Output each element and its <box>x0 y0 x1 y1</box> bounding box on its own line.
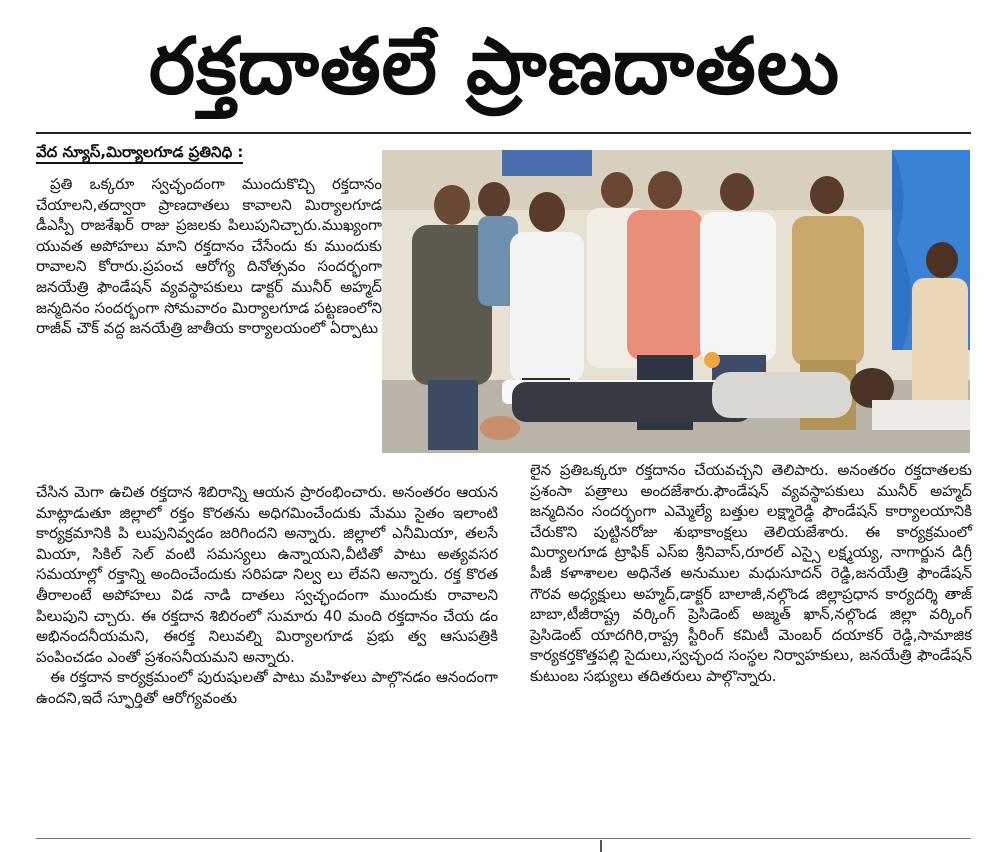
headline-rule <box>36 132 971 134</box>
article-paragraph: ప్రతి ఒక్కరూ స్వచ్ఛందంగా ముందుకొచ్చి రక్తదానం చేయాలని,తద్వారా ప్రాణదాతలు కావాలని మిర్యాలగూడ డీఎస్పీ రాజశేఖర్ రాజు ప్రజలకు పిలుపునిచ్చారు.ముఖ్యంగా యువత అపోహలు మాని రక్తదానం చేసేందు కు ముందుకు రావాలని కోరారు.ప్రపంచ ఆరోగ్య దినోత్సవం సందర్భంగా జనయేత్రి ఫౌండేషన్ వ్యవస్థాపకులు డాక్టర్ మునీర్ అహ్మద్ జన్మదినం సందర్భంగా సోమవారం మిర్యాలగూడ పట్టణంలోని రాజీవ్ చౌక్ వద్ద జనయేత్రి జాతీయ కార్యాలయంలో ఏర్పాటు <box>36 175 382 338</box>
article-bottom-left-column <box>36 482 498 709</box>
article-right-column <box>530 460 972 687</box>
blood-donation-camp-photo <box>382 150 970 453</box>
news-photo <box>382 150 970 453</box>
article-left-column <box>36 174 382 339</box>
article-paragraph: లైన ప్రతిఒక్కరూ రక్తదానం చేయవచ్చని తెలిపారు. అనంతరం రక్తదాతలకు ప్రశంసా పత్రాలు అందజేశారు.ఫౌండేషన్ వ్యవస్థాపకులు మునీర్ అహ్మద్ జన్మదినం సందర్భంగా ఎమ్మెల్యే బత్తుల లక్ష్మారెడ్డి ఫౌండేషన్ కార్యాలయానికి చేరుకొని పుట్టినరోజు శుభాకాంక్షలు తెలియజేశారు. ఈ కార్యక్రమంలో మిర్యాలగూడ ట్రాఫిక్ ఎస్ఐ శ్రీనివాస్,రూరల్ ఎస్సై లక్ష్మయ్య, నాగార్జున డిగ్రీ పీజీ కళాశాలల అధినేత అనుముల మధుసూదన్ రెడ్డి,జనయేత్రి ఫౌండేషన్ గౌరవ అధ్యక్షులు అహ్మద్,డాక్టర్ బాలాజీ,నల్గొండ జిల్లాప్రధాన కార్యదర్శి తాజ్ బాబా,టీజీరాష్ట్ర వర్కింగ్ ప్రెసిడెంట్ అజ్మత్ ఖాన్,నల్గొండ జిల్లా వర్కింగ్ ప్రెసిడెంట్ యాదగిరి,రాష్ట్ర స్టీరింగ్ కమిటీ మెంబర్ దయాకర్ రెడ్డి,సామాజిక కార్యకర్తకొత్తపల్లి సైదులు,స్వచ్ఛంద సంస్థల నిర్వాహకులు, జనయేత్రి ఫౌండేషన్ కుటుంబ సభ్యులు తదితరులు పాల్గొన్నారు. <box>530 461 972 685</box>
bottom-rule <box>36 838 971 839</box>
column-divider <box>600 840 602 852</box>
headline: రక్తదాతలే ప్రాణదాతలు <box>148 22 841 112</box>
article-paragraph: చేసిన మెగా ఉచిత రక్తదాన శిబిరాన్ని ఆయన ప్రారంభించారు. అనంతరం ఆయన మాట్లాడుతూ జిల్లాలో రక్తం కొరతను అధిగమించేందుకు మేము సైతం ఇలాంటి కార్యక్రమానికి పి లుపునివ్వడం జరిగిందని అన్నారు. జిల్లాలో ఎనీమియా, తలసే మియా, సికిల్ సెల్ వంటి సమస్యలు ఉన్నాయని,వీటితో పాటు అత్యవసర సమయాల్లో రక్తాన్ని అందించేందుకు సరిపడా నిల్వ లు లేవని అన్నారు. రక్త కొరత తీరాలంటే అపోహలు విడ నాడి దాతలు స్వచ్ఛందంగా ముందుకు రావాలని పిలుపుని చ్చారు. ఈ రక్తదాన శిబిరంలో సుమారు 40 మంది రక్తదానం చేయ డం అభినందనీయమని, ఈరక్త నిలువల్ని మిర్యాలగూడ ప్రభు త్వ ఆసుపత్రికి పంపించడం ఎంతో ప్రశంసనీయమని అన్నారు. <box>36 483 498 666</box>
dateline: వేద న్యూస్,మిర్యాలగూడ ప్రతినిధి : <box>36 142 243 164</box>
article-paragraph: ఈ రక్తదాన కార్యక్రమంలో పురుషులతో పాటు మహిళలు పాల్గొనడం ఆనందంగా ఉందని,ఇదే స్ఫూర్తితో ఆరోగ్యవంతు <box>36 668 498 707</box>
